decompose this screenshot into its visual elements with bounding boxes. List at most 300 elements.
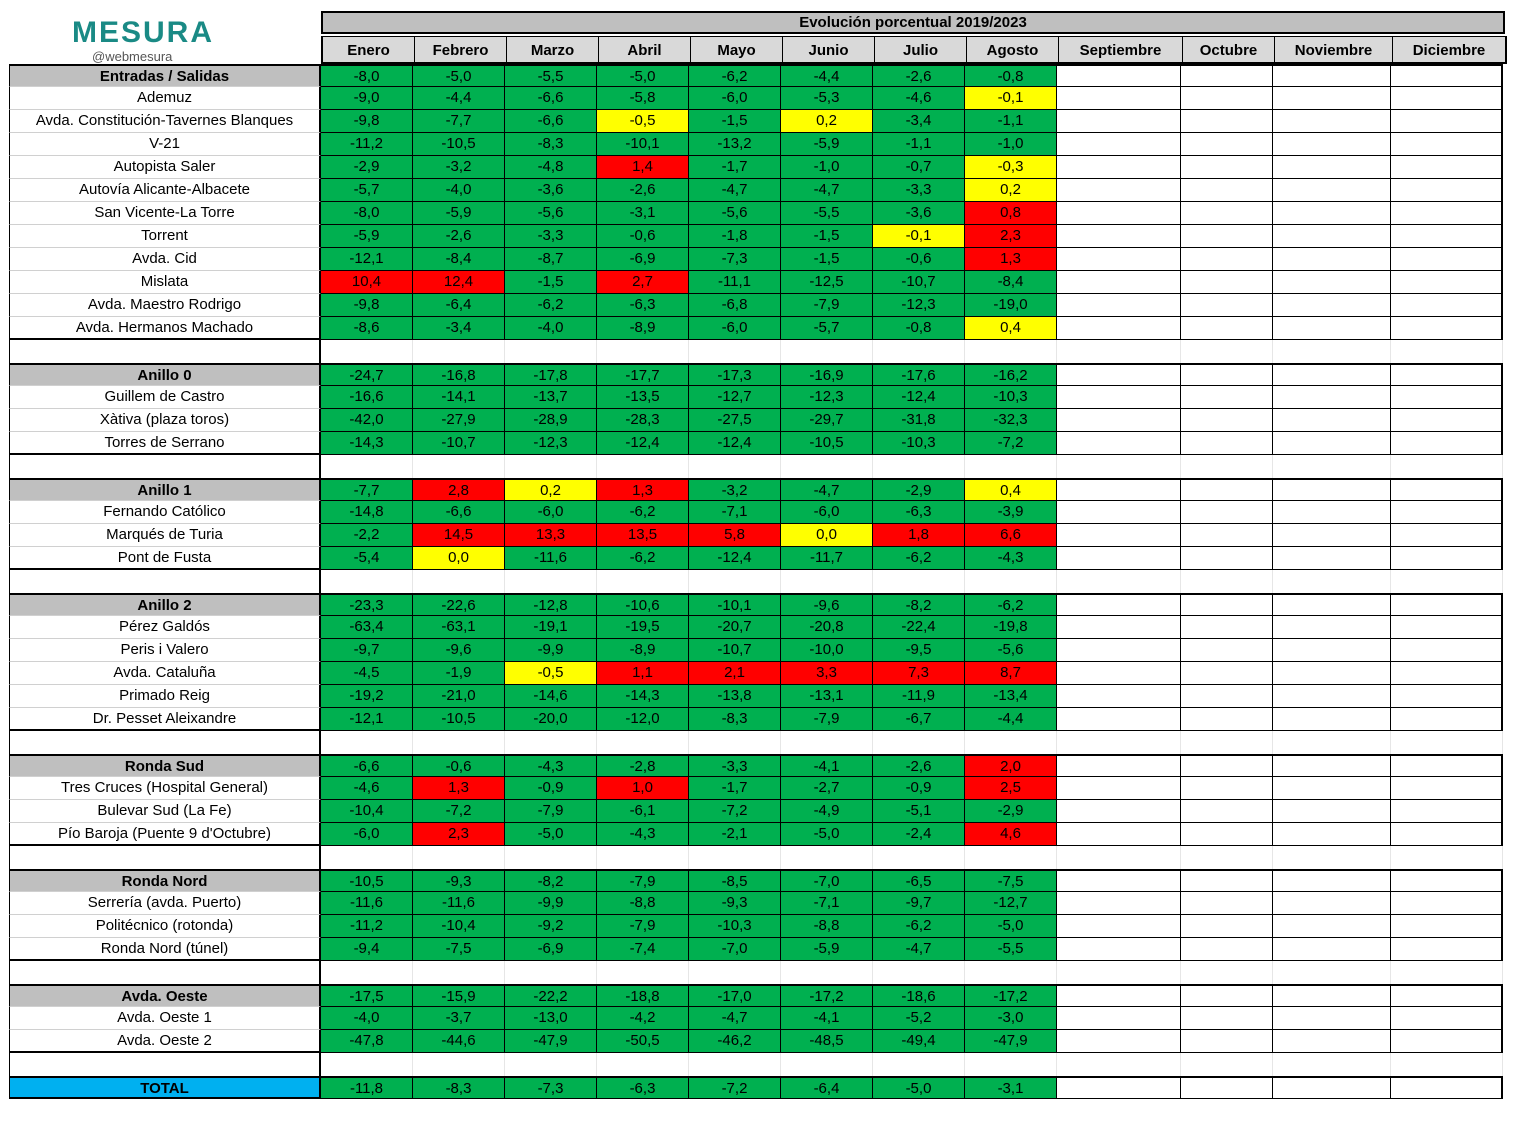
value-cell-mayo: -8,5 xyxy=(689,869,781,892)
value-cell-febrero: -3,4 xyxy=(413,317,505,340)
empty-cell-septiembre xyxy=(1057,1053,1181,1076)
value-cell-febrero: -63,1 xyxy=(413,616,505,639)
empty-cell-noviembre xyxy=(1273,616,1391,639)
value-cell-febrero: -10,5 xyxy=(413,708,505,731)
empty-cell-octubre xyxy=(1181,133,1273,156)
empty-cell-octubre xyxy=(1181,777,1273,800)
value-cell-marzo: -19,1 xyxy=(505,616,597,639)
empty-cell-diciembre xyxy=(1391,87,1503,110)
value-cell-mayo: -7,2 xyxy=(689,1076,781,1099)
row-label: Avda. Hermanos Machado xyxy=(9,317,321,340)
empty-cell-septiembre xyxy=(1057,547,1181,570)
empty-cell-octubre xyxy=(1181,846,1273,869)
spacer-cell xyxy=(321,731,413,754)
value-cell-junio: -6,4 xyxy=(781,1076,873,1099)
spacer-cell xyxy=(321,340,413,363)
spacer-cell xyxy=(597,340,689,363)
empty-cell-septiembre xyxy=(1057,156,1181,179)
value-cell-febrero: -5,9 xyxy=(413,202,505,225)
row-label: Marqués de Turia xyxy=(9,524,321,547)
value-cell-mayo: -12,4 xyxy=(689,432,781,455)
value-cell-junio: -5,7 xyxy=(781,317,873,340)
row-label: Autovía Alicante-Albacete xyxy=(9,179,321,202)
value-cell-enero: -12,1 xyxy=(321,248,413,271)
value-cell-marzo: -6,6 xyxy=(505,87,597,110)
value-cell-agosto: -0,3 xyxy=(965,156,1057,179)
month-header-junio: Junio xyxy=(783,37,875,62)
value-cell-agosto: -32,3 xyxy=(965,409,1057,432)
value-cell-julio: -3,6 xyxy=(873,202,965,225)
empty-cell-octubre xyxy=(1181,961,1273,984)
empty-cell-noviembre xyxy=(1273,156,1391,179)
spacer-cell xyxy=(505,846,597,869)
value-cell-mayo: -2,1 xyxy=(689,823,781,846)
empty-cell-octubre xyxy=(1181,156,1273,179)
empty-cell-septiembre xyxy=(1057,662,1181,685)
value-cell-junio: -4,7 xyxy=(781,478,873,501)
value-cell-agosto: -13,4 xyxy=(965,685,1057,708)
spacer-row xyxy=(9,731,1503,754)
month-header-septiembre: Septiembre xyxy=(1059,37,1183,62)
spacer-cell xyxy=(413,961,505,984)
empty-cell-diciembre xyxy=(1391,1076,1503,1099)
empty-cell-noviembre xyxy=(1273,64,1391,87)
empty-cell-noviembre xyxy=(1273,340,1391,363)
value-cell-marzo: -4,8 xyxy=(505,156,597,179)
empty-cell-septiembre xyxy=(1057,87,1181,110)
table-row xyxy=(9,179,1503,202)
table-row xyxy=(9,409,1503,432)
value-cell-julio: -31,8 xyxy=(873,409,965,432)
empty-cell-noviembre xyxy=(1273,271,1391,294)
value-cell-agosto: 0,2 xyxy=(965,179,1057,202)
brand-handle: @webmesura xyxy=(92,49,173,64)
empty-cell-diciembre xyxy=(1391,938,1503,961)
value-cell-junio: -48,5 xyxy=(781,1030,873,1053)
empty-cell-noviembre xyxy=(1273,892,1391,915)
spacer-cell xyxy=(505,570,597,593)
value-cell-enero: -11,2 xyxy=(321,915,413,938)
empty-cell-septiembre xyxy=(1057,708,1181,731)
month-header-febrero: Febrero xyxy=(415,37,507,62)
empty-cell-octubre xyxy=(1181,317,1273,340)
value-cell-agosto: -16,2 xyxy=(965,363,1057,386)
value-cell-junio: -4,7 xyxy=(781,179,873,202)
empty-cell-noviembre xyxy=(1273,570,1391,593)
table-row xyxy=(9,938,1503,961)
empty-cell-septiembre xyxy=(1057,616,1181,639)
value-cell-junio: 3,3 xyxy=(781,662,873,685)
month-header-julio: Julio xyxy=(875,37,967,62)
value-cell-julio: -6,5 xyxy=(873,869,965,892)
value-cell-enero: -2,2 xyxy=(321,524,413,547)
value-cell-enero: -14,8 xyxy=(321,501,413,524)
value-cell-agosto: -6,2 xyxy=(965,593,1057,616)
spacer-row xyxy=(9,455,1503,478)
table-row xyxy=(9,271,1503,294)
spacer-cell xyxy=(689,1053,781,1076)
month-header-enero: Enero xyxy=(323,37,415,62)
empty-cell-octubre xyxy=(1181,616,1273,639)
empty-cell-octubre xyxy=(1181,110,1273,133)
table-row xyxy=(9,662,1503,685)
value-cell-junio: -20,8 xyxy=(781,616,873,639)
value-cell-junio: -9,6 xyxy=(781,593,873,616)
empty-cell-octubre xyxy=(1181,547,1273,570)
table-row xyxy=(9,639,1503,662)
value-cell-junio: -5,0 xyxy=(781,823,873,846)
value-cell-julio: -10,7 xyxy=(873,271,965,294)
spacer-cell xyxy=(689,846,781,869)
value-cell-febrero: 12,4 xyxy=(413,271,505,294)
group-row xyxy=(9,478,1503,501)
group-row xyxy=(9,363,1503,386)
spacer-row xyxy=(9,340,1503,363)
row-label: V-21 xyxy=(9,133,321,156)
spacer-row xyxy=(9,570,1503,593)
empty-cell-septiembre xyxy=(1057,938,1181,961)
month-header-marzo: Marzo xyxy=(507,37,599,62)
spacer-cell xyxy=(505,961,597,984)
value-cell-julio: -9,7 xyxy=(873,892,965,915)
row-label: Torres de Serrano xyxy=(9,432,321,455)
empty-cell-septiembre xyxy=(1057,892,1181,915)
value-cell-mayo: -6,0 xyxy=(689,317,781,340)
empty-cell-octubre xyxy=(1181,501,1273,524)
empty-cell-septiembre xyxy=(1057,639,1181,662)
value-cell-enero: -11,6 xyxy=(321,892,413,915)
value-cell-agosto: -19,0 xyxy=(965,294,1057,317)
value-cell-enero: -12,1 xyxy=(321,708,413,731)
value-cell-junio: -5,5 xyxy=(781,202,873,225)
spacer-cell xyxy=(597,846,689,869)
row-label: Avda. Cid xyxy=(9,248,321,271)
value-cell-abril: -6,2 xyxy=(597,501,689,524)
empty-cell-diciembre xyxy=(1391,892,1503,915)
table-row xyxy=(9,294,1503,317)
empty-cell-diciembre xyxy=(1391,156,1503,179)
spacer-cell xyxy=(689,570,781,593)
value-cell-febrero: -2,6 xyxy=(413,225,505,248)
row-label: Avda. Oeste xyxy=(9,984,321,1007)
value-cell-febrero: -6,4 xyxy=(413,294,505,317)
group-row xyxy=(9,64,1503,87)
table-row xyxy=(9,616,1503,639)
row-label: Ademuz xyxy=(9,87,321,110)
empty-cell-octubre xyxy=(1181,179,1273,202)
value-cell-agosto: 4,6 xyxy=(965,823,1057,846)
value-cell-febrero: -10,4 xyxy=(413,915,505,938)
empty-cell-septiembre xyxy=(1057,455,1181,478)
table-row xyxy=(9,386,1503,409)
row-label: Dr. Pesset Aleixandre xyxy=(9,708,321,731)
value-cell-abril: -7,9 xyxy=(597,915,689,938)
value-cell-marzo: -4,0 xyxy=(505,317,597,340)
value-cell-febrero: -22,6 xyxy=(413,593,505,616)
value-cell-marzo: -6,2 xyxy=(505,294,597,317)
table-row xyxy=(9,202,1503,225)
value-cell-julio: -5,1 xyxy=(873,800,965,823)
empty-cell-septiembre xyxy=(1057,110,1181,133)
row-label: Tres Cruces (Hospital General) xyxy=(9,777,321,800)
empty-cell-octubre xyxy=(1181,662,1273,685)
empty-cell-diciembre xyxy=(1391,570,1503,593)
empty-cell-diciembre xyxy=(1391,248,1503,271)
value-cell-junio: -7,9 xyxy=(781,294,873,317)
empty-cell-noviembre xyxy=(1273,501,1391,524)
value-cell-enero: -9,7 xyxy=(321,639,413,662)
value-cell-febrero: -7,7 xyxy=(413,110,505,133)
spacer-cell xyxy=(597,570,689,593)
empty-cell-noviembre xyxy=(1273,685,1391,708)
value-cell-junio: -1,5 xyxy=(781,248,873,271)
empty-cell-diciembre xyxy=(1391,432,1503,455)
value-cell-agosto: -3,1 xyxy=(965,1076,1057,1099)
spacer-cell xyxy=(597,1053,689,1076)
empty-cell-noviembre xyxy=(1273,478,1391,501)
spacer-cell xyxy=(9,455,321,478)
value-cell-julio: -0,8 xyxy=(873,317,965,340)
value-cell-mayo: -8,3 xyxy=(689,708,781,731)
value-cell-junio: -11,7 xyxy=(781,547,873,570)
spacer-cell xyxy=(965,1053,1057,1076)
value-cell-febrero: 1,3 xyxy=(413,777,505,800)
empty-cell-noviembre xyxy=(1273,179,1391,202)
empty-cell-noviembre xyxy=(1273,800,1391,823)
value-cell-agosto: 2,5 xyxy=(965,777,1057,800)
value-cell-julio: -6,7 xyxy=(873,708,965,731)
value-cell-mayo: 2,1 xyxy=(689,662,781,685)
value-cell-julio: -2,9 xyxy=(873,478,965,501)
value-cell-mayo: -7,1 xyxy=(689,501,781,524)
empty-cell-noviembre xyxy=(1273,202,1391,225)
value-cell-junio: 0,2 xyxy=(781,110,873,133)
value-cell-agosto: -7,2 xyxy=(965,432,1057,455)
table-row xyxy=(9,225,1503,248)
empty-cell-octubre xyxy=(1181,455,1273,478)
value-cell-marzo: 0,2 xyxy=(505,478,597,501)
value-cell-abril: -5,8 xyxy=(597,87,689,110)
table-row xyxy=(9,1007,1503,1030)
value-cell-junio: -1,5 xyxy=(781,225,873,248)
value-cell-enero: -4,0 xyxy=(321,1007,413,1030)
empty-cell-octubre xyxy=(1181,639,1273,662)
value-cell-agosto: 0,4 xyxy=(965,317,1057,340)
row-label: Autopista Saler xyxy=(9,156,321,179)
value-cell-agosto: -12,7 xyxy=(965,892,1057,915)
empty-cell-diciembre xyxy=(1391,685,1503,708)
spacer-cell xyxy=(597,731,689,754)
spacer-cell xyxy=(781,961,873,984)
empty-cell-septiembre xyxy=(1057,340,1181,363)
value-cell-marzo: -22,2 xyxy=(505,984,597,1007)
value-cell-marzo: -6,6 xyxy=(505,110,597,133)
value-cell-agosto: 8,7 xyxy=(965,662,1057,685)
empty-cell-noviembre xyxy=(1273,731,1391,754)
empty-cell-septiembre xyxy=(1057,915,1181,938)
empty-cell-octubre xyxy=(1181,708,1273,731)
value-cell-mayo: -4,7 xyxy=(689,1007,781,1030)
empty-cell-septiembre xyxy=(1057,593,1181,616)
value-cell-mayo: -3,2 xyxy=(689,478,781,501)
value-cell-abril: 1,0 xyxy=(597,777,689,800)
row-label: Peris i Valero xyxy=(9,639,321,662)
value-cell-abril: -3,1 xyxy=(597,202,689,225)
empty-cell-septiembre xyxy=(1057,961,1181,984)
value-cell-abril: -0,5 xyxy=(597,110,689,133)
empty-cell-diciembre xyxy=(1391,501,1503,524)
value-cell-agosto: 1,3 xyxy=(965,248,1057,271)
empty-cell-octubre xyxy=(1181,823,1273,846)
empty-cell-diciembre xyxy=(1391,133,1503,156)
value-cell-enero: -4,6 xyxy=(321,777,413,800)
empty-cell-diciembre xyxy=(1391,731,1503,754)
row-label: Mislata xyxy=(9,271,321,294)
empty-cell-diciembre xyxy=(1391,225,1503,248)
value-cell-abril: -17,7 xyxy=(597,363,689,386)
month-header-agosto: Agosto xyxy=(967,37,1059,62)
row-label: Anillo 2 xyxy=(9,593,321,616)
row-label: Ronda Sud xyxy=(9,754,321,777)
empty-cell-diciembre xyxy=(1391,639,1503,662)
value-cell-junio: -29,7 xyxy=(781,409,873,432)
spacer-cell xyxy=(965,455,1057,478)
table-row xyxy=(9,800,1503,823)
value-cell-enero: -11,2 xyxy=(321,133,413,156)
empty-cell-septiembre xyxy=(1057,64,1181,87)
empty-cell-diciembre xyxy=(1391,915,1503,938)
value-cell-febrero: -4,4 xyxy=(413,87,505,110)
value-cell-marzo: -6,0 xyxy=(505,501,597,524)
value-cell-marzo: -9,9 xyxy=(505,892,597,915)
empty-cell-octubre xyxy=(1181,363,1273,386)
empty-cell-octubre xyxy=(1181,984,1273,1007)
value-cell-julio: -8,2 xyxy=(873,593,965,616)
empty-cell-diciembre xyxy=(1391,386,1503,409)
empty-cell-noviembre xyxy=(1273,639,1391,662)
value-cell-enero: 10,4 xyxy=(321,271,413,294)
spacer-cell xyxy=(321,1053,413,1076)
empty-cell-septiembre xyxy=(1057,478,1181,501)
value-cell-julio: -4,7 xyxy=(873,938,965,961)
empty-cell-diciembre xyxy=(1391,846,1503,869)
spacer-cell xyxy=(689,455,781,478)
value-cell-julio: -0,9 xyxy=(873,777,965,800)
month-header-row xyxy=(321,36,1507,64)
value-cell-mayo: -10,3 xyxy=(689,915,781,938)
value-cell-abril: 1,3 xyxy=(597,478,689,501)
value-cell-enero: -10,5 xyxy=(321,869,413,892)
value-cell-febrero: -9,6 xyxy=(413,639,505,662)
value-cell-abril: -10,1 xyxy=(597,133,689,156)
empty-cell-noviembre xyxy=(1273,754,1391,777)
value-cell-abril: -6,2 xyxy=(597,547,689,570)
value-cell-mayo: -1,7 xyxy=(689,156,781,179)
value-cell-enero: -10,4 xyxy=(321,800,413,823)
empty-cell-noviembre xyxy=(1273,225,1391,248)
row-label: Politécnico (rotonda) xyxy=(9,915,321,938)
value-cell-marzo: -28,9 xyxy=(505,409,597,432)
empty-cell-noviembre xyxy=(1273,363,1391,386)
value-cell-junio: -13,1 xyxy=(781,685,873,708)
group-row xyxy=(9,869,1503,892)
empty-cell-diciembre xyxy=(1391,1053,1503,1076)
value-cell-febrero: -44,6 xyxy=(413,1030,505,1053)
table-row xyxy=(9,133,1503,156)
value-cell-febrero: 14,5 xyxy=(413,524,505,547)
empty-cell-noviembre xyxy=(1273,547,1391,570)
value-cell-marzo: -8,2 xyxy=(505,869,597,892)
value-cell-julio: -10,3 xyxy=(873,432,965,455)
empty-cell-diciembre xyxy=(1391,317,1503,340)
empty-cell-octubre xyxy=(1181,570,1273,593)
spacer-cell xyxy=(505,455,597,478)
value-cell-julio: -2,4 xyxy=(873,823,965,846)
spacer-cell xyxy=(321,455,413,478)
value-cell-julio: -3,4 xyxy=(873,110,965,133)
value-cell-marzo: -17,8 xyxy=(505,363,597,386)
empty-cell-noviembre xyxy=(1273,386,1391,409)
empty-cell-noviembre xyxy=(1273,133,1391,156)
value-cell-mayo: -11,1 xyxy=(689,271,781,294)
spacer-cell xyxy=(689,961,781,984)
spacer-row xyxy=(9,846,1503,869)
table-title: Evolución porcentual 2019/2023 xyxy=(321,11,1505,34)
value-cell-julio: -18,6 xyxy=(873,984,965,1007)
row-label: Avda. Oeste 1 xyxy=(9,1007,321,1030)
row-label: Anillo 1 xyxy=(9,478,321,501)
table-row xyxy=(9,685,1503,708)
table-row xyxy=(9,547,1503,570)
value-cell-junio: -4,1 xyxy=(781,754,873,777)
value-cell-junio: 0,0 xyxy=(781,524,873,547)
value-cell-febrero: -4,0 xyxy=(413,179,505,202)
empty-cell-noviembre xyxy=(1273,1007,1391,1030)
value-cell-junio: -7,1 xyxy=(781,892,873,915)
spacer-cell xyxy=(9,846,321,869)
value-cell-julio: -6,2 xyxy=(873,547,965,570)
empty-cell-diciembre xyxy=(1391,524,1503,547)
spacer-cell xyxy=(9,1053,321,1076)
value-cell-julio: 7,3 xyxy=(873,662,965,685)
value-cell-enero: -5,4 xyxy=(321,547,413,570)
row-label: Guillem de Castro xyxy=(9,386,321,409)
value-cell-abril: -5,0 xyxy=(597,64,689,87)
value-cell-marzo: -5,0 xyxy=(505,823,597,846)
spacer-row xyxy=(9,1053,1503,1076)
value-cell-abril: -4,2 xyxy=(597,1007,689,1030)
empty-cell-octubre xyxy=(1181,685,1273,708)
value-cell-abril: -10,6 xyxy=(597,593,689,616)
spacer-cell xyxy=(689,731,781,754)
empty-cell-octubre xyxy=(1181,731,1273,754)
empty-cell-noviembre xyxy=(1273,1076,1391,1099)
empty-cell-diciembre xyxy=(1391,64,1503,87)
empty-cell-septiembre xyxy=(1057,409,1181,432)
value-cell-enero: -23,3 xyxy=(321,593,413,616)
value-cell-julio: -0,7 xyxy=(873,156,965,179)
empty-cell-octubre xyxy=(1181,754,1273,777)
empty-cell-septiembre xyxy=(1057,685,1181,708)
value-cell-junio: -4,4 xyxy=(781,64,873,87)
empty-cell-diciembre xyxy=(1391,754,1503,777)
value-cell-febrero: -21,0 xyxy=(413,685,505,708)
spacer-cell xyxy=(597,455,689,478)
value-cell-mayo: -6,0 xyxy=(689,87,781,110)
empty-cell-diciembre xyxy=(1391,110,1503,133)
value-cell-junio: -7,0 xyxy=(781,869,873,892)
value-cell-marzo: 13,3 xyxy=(505,524,597,547)
